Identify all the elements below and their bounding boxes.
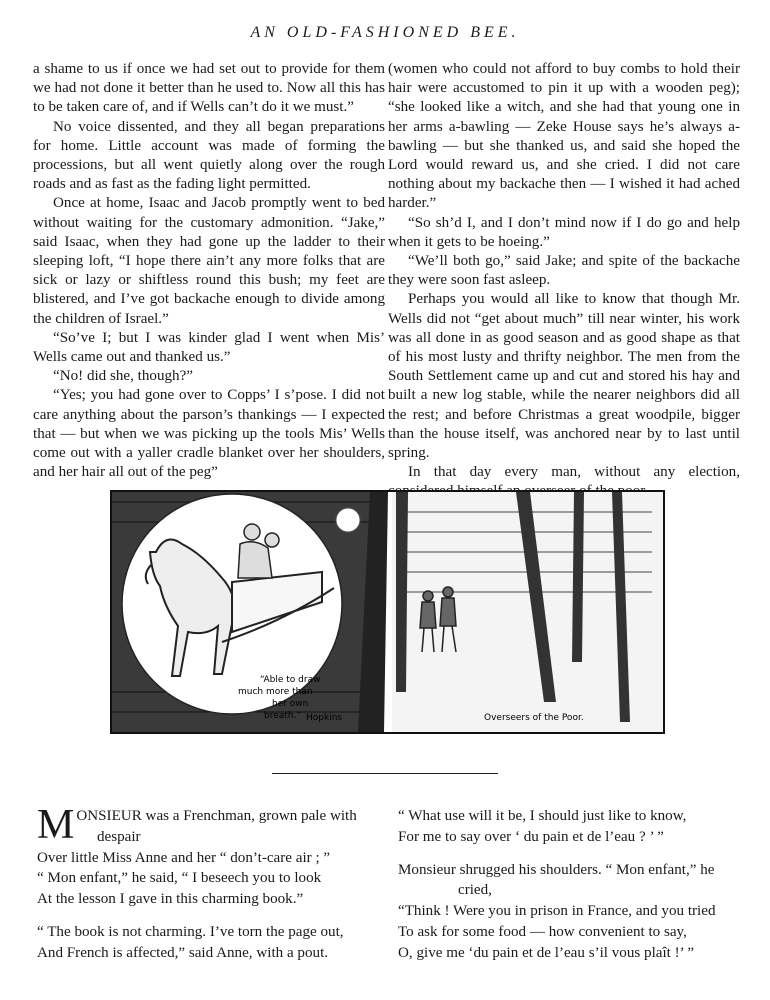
- poem-line: “Think ! Were you in prison in France, and you tried: [398, 903, 716, 920]
- paragraph: “We’ll both go,” said Jake; and spite of the backache they were soon fast asleep.: [388, 253, 740, 289]
- running-title: AN OLD-FASHIONED BEE.: [250, 24, 520, 41]
- poem-line: Over little Miss Anne and her “ don’t-care air ; ”: [37, 849, 331, 866]
- paragraph: “So’ve I; but I was kinder glad I went when Mis’ Wells came out and thanked us.”: [33, 329, 385, 366]
- poem-line: O, give me ‘du pain et de l’eau s’il vous plaît !’ ”: [398, 944, 695, 961]
- text-column-left: [33, 60, 385, 482]
- poem-line: And French is affected,” said Anne, with a pout.: [37, 944, 329, 961]
- paragraph: No voice dissented, and they all began preparations for home. Little account was made of forming the processions, but all went quietly along over the rough roads and as fast as the fading light permitted.: [33, 118, 385, 193]
- illustration-caption-right: Overseers of the Poor.: [484, 713, 584, 723]
- illustration-caption-left: much more than: [238, 687, 313, 697]
- poem-line: despair: [97, 828, 141, 845]
- paragraph: Perhaps you would all like to know that though Mr. Wells did not “get about much” till near winter, his work was all done in as good season and as good shape as that of his most lusty and thrifty neighbor. The men from the South Settlement came up and cut and stored his hay and built a new log stable, while the nearer neighbors did all the rest; and before Christmas a great woodpile, bigger than the house itself, was anchored near by to last until spring.: [388, 291, 740, 462]
- illustration: [110, 490, 665, 734]
- paragraph: Once at home, Isaac and Jacob promptly went to bed without waiting for the customary admonition. “Jake,” said Isaac, when they had gone up the ladder to their sleeping loft, “I hope there ain’t any more folks that are sick or lazy or shiftless round this bush; my feet are blistered, and I’ve got backache enough to divide among the children of Israel.”: [33, 195, 385, 327]
- paragraph: (women who could not afford to buy combs to hold their hair were accustomed to pin it up with a wooden peg); “she looked like a witch, and she had that young one in her arms a-bawling — Zeke House says he’s always a-bawling — but she thanked us, and said she hoped the Lord would reward us, and she cried. I did not care nothing about my backache then — I wished it had ached harder.”: [388, 61, 740, 212]
- drop-cap: M: [37, 802, 75, 848]
- illustration-signature: Hopkins: [306, 713, 343, 723]
- section-divider: [272, 773, 498, 774]
- poem-line: cried,: [458, 882, 492, 899]
- poem-line: “ What use will it be, I should just like to know,: [398, 808, 687, 824]
- poem-line: To ask for some food — how convenient to say,: [398, 923, 687, 940]
- poem-line: At the lesson I gave in this charming book.”: [37, 891, 304, 908]
- poem-column-left: [37, 802, 377, 964]
- illustration-caption-left: “Able to draw: [260, 675, 321, 685]
- text-column-right: [388, 60, 740, 502]
- illustration-drawing: [112, 492, 663, 732]
- poem-line: “ Mon enfant,” he said, “ I beseech you to look: [37, 870, 322, 887]
- moon-icon: [336, 508, 360, 532]
- poem-line: Monsieur shrugged his shoulders. “ Mon enfant,” he: [398, 861, 715, 878]
- paragraph: “No! did she, though?”: [53, 368, 194, 385]
- paragraph: a shame to us if once we had set out to provide for them we had not done it better than he used to. Now all this has to be taken care of, and if Wells can’t do it we must.”: [33, 61, 385, 116]
- illustration-caption-left: her own: [272, 699, 309, 709]
- paragraph: “Yes; you had gone over to Copps’ I s’pose. I did not care anything about the parson’s thankings — I expected that — but when we was picking up the tools Mis’ Wells come out with a yaller cradle blanket over her shoulders, and her hair all out of the peg”: [33, 387, 385, 481]
- poem-line: For me to say over ‘ du pain et de l’eau ? ’ ”: [398, 828, 664, 845]
- paragraph: In that day every man, without any election,: [408, 464, 740, 481]
- poem-line: ONSIEUR was a Frenchman, grown pale with: [76, 808, 357, 824]
- poem-column-right: [398, 806, 748, 964]
- illustration-caption-left: breath.”: [264, 711, 302, 721]
- poem-line: “ The book is not charming. I’ve torn the page out,: [37, 923, 344, 940]
- paragraph: “So sh’d I, and I don’t mind now if I do go and help when it gets to be hoeing.”: [388, 214, 740, 250]
